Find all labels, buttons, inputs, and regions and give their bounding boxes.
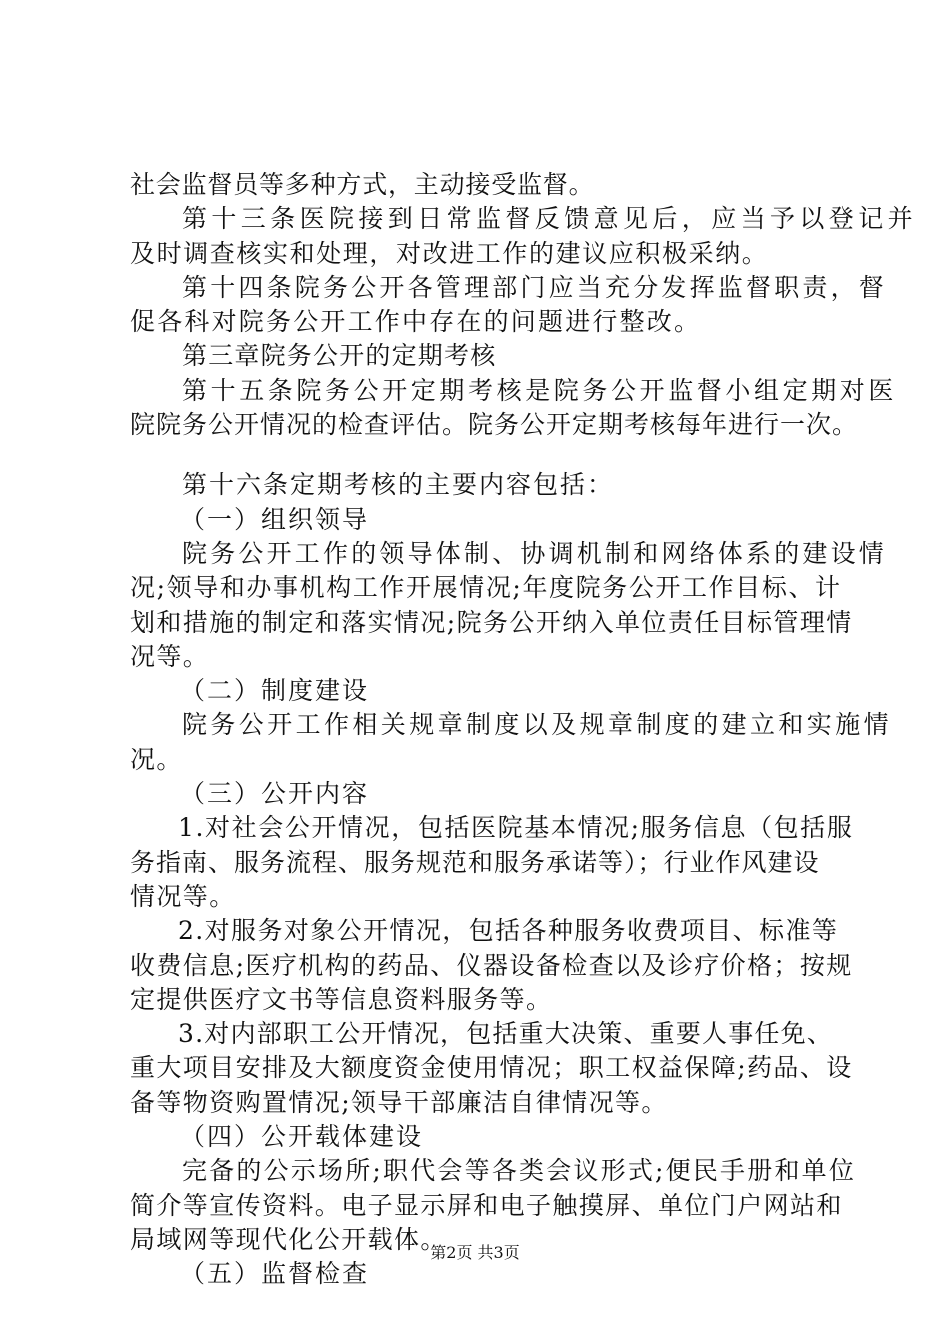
paragraph-gap xyxy=(130,442,830,468)
page-number-footer: 第2页 共3页 xyxy=(430,1243,520,1262)
text-line: 况;领导和办事机构工作开展情况;年度院务公开工作目标、计 xyxy=(130,573,842,603)
text-line: 备等物资购置情况;领导干部廉洁自律情况等。 xyxy=(130,1087,668,1117)
text-line: 情况等。 xyxy=(130,881,236,911)
text-line: 况。 xyxy=(130,744,183,774)
text-line: 院院务公开情况的检查评估。院务公开定期考核每年进行一次。 xyxy=(130,410,859,440)
text-line: 2.对服务对象公开情况，包括各种服务收费项目、标准等 xyxy=(178,916,839,946)
chapter-heading: 第三章院务公开的定期考核 xyxy=(182,341,497,371)
section-heading: （四）公开载体建设 xyxy=(180,1122,424,1152)
text-line: 第十三条医院接到日常监督反馈意见后，应当予以登记并 xyxy=(182,204,918,234)
text-line: 收费信息;医疗机构的药品、仪器设备检查以及诊疗价格；按规 xyxy=(130,950,853,980)
text-line: 简介等宣传资料。电子显示屏和电子触摸屏、单位门户网站和 xyxy=(130,1190,843,1220)
text-line: 第十五条院务公开定期考核是院务公开监督小组定期对医 xyxy=(182,375,898,405)
text-line: 院务公开工作相关规章制度以及规章制度的建立和实施情 xyxy=(182,710,893,740)
text-line: 促各科对院务公开工作中存在的问题进行整改。 xyxy=(130,307,702,337)
section-heading: （三）公开内容 xyxy=(180,779,370,809)
text-line: 划和措施的制定和落实情况;院务公开纳入单位责任目标管理情 xyxy=(130,607,853,637)
document-body xyxy=(130,168,918,1292)
text-line: 第十六条定期考核的主要内容包括： xyxy=(182,470,615,500)
section-heading: （二）制度建设 xyxy=(180,676,370,706)
text-line: 及时调查核实和处理，对改进工作的建议应积极采纳。 xyxy=(130,238,769,268)
text-line: 务指南、服务流程、服务规范和服务承诺等）；行业作风建设 xyxy=(130,847,820,877)
section-heading: （一）组织领导 xyxy=(180,504,370,534)
text-line: 3.对内部职工公开情况，包括重大决策、重要人事任免、 xyxy=(178,1019,834,1049)
section-heading: （五）监督检查 xyxy=(180,1259,370,1289)
text-line: 第十四条院务公开各管理部门应当充分发挥监督职责，督 xyxy=(182,272,888,302)
text-line: 重大项目安排及大额度资金使用情况；职工权益保障;药品、设 xyxy=(130,1053,853,1083)
text-line: 局域网等现代化公开载体。 xyxy=(130,1224,447,1254)
text-line: 1.对社会公开情况，包括医院基本情况;服务信息（包括服 xyxy=(178,813,854,843)
text-line: 定提供医疗文书等信息资料服务等。 xyxy=(130,984,553,1014)
text-line: 院务公开工作的领导体制、协调机制和网络体系的建设情 xyxy=(182,538,888,568)
text-line: 社会监督员等多种方式，主动接受监督。 xyxy=(130,170,595,199)
text-line: 况等。 xyxy=(130,641,210,671)
text-line: 完备的公示场所;职代会等各类会议形式;便民手册和单位 xyxy=(182,1156,857,1186)
